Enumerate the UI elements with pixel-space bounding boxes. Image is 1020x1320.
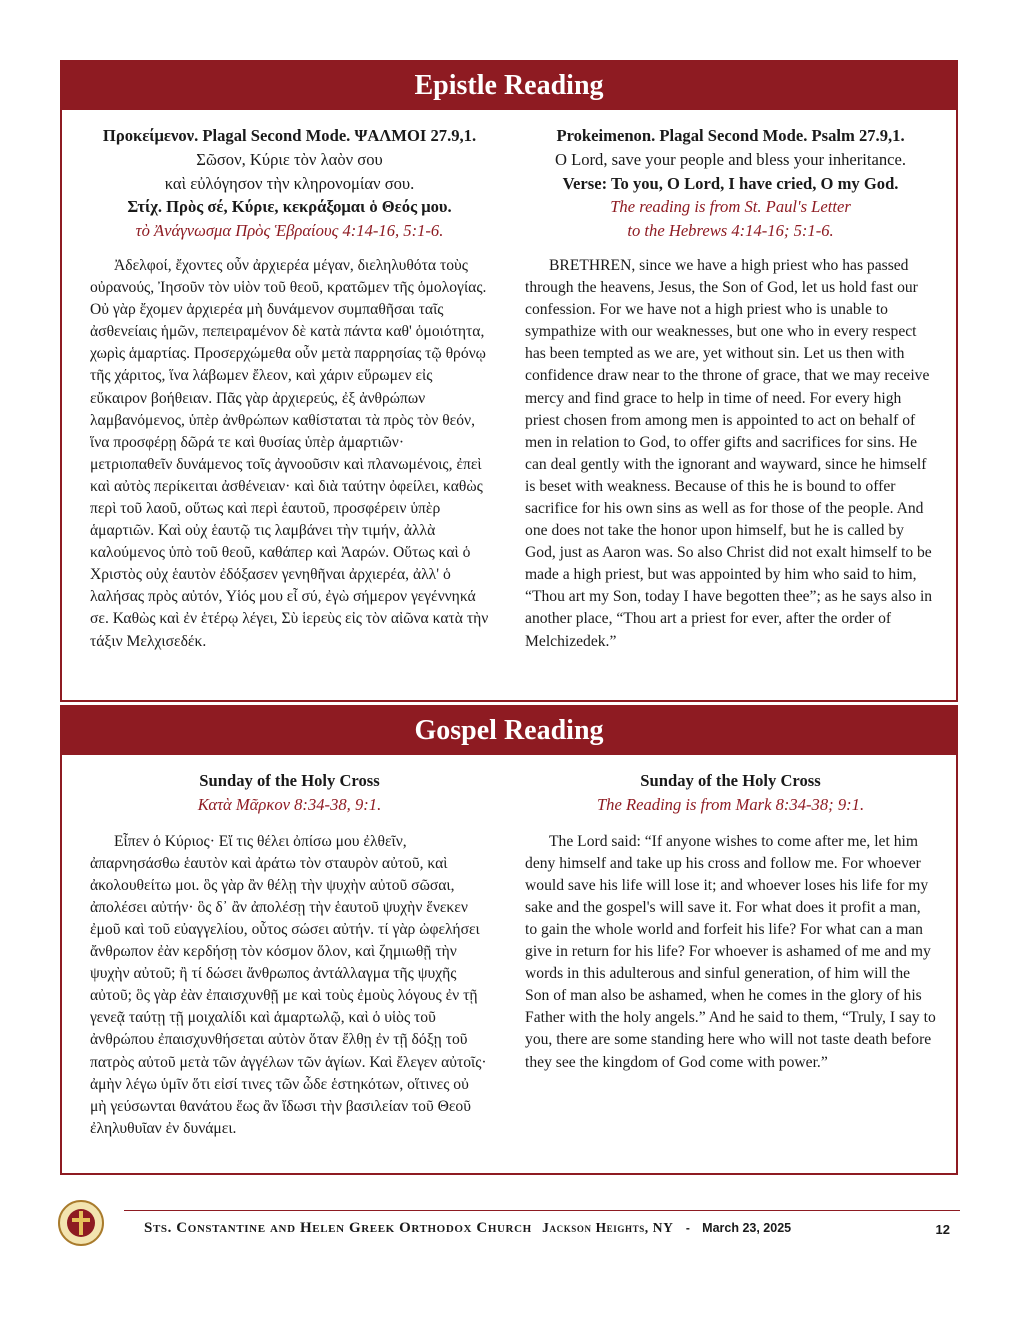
epistle-greek-text: Ἀδελφοί, ἔχοντες οὖν ἀρχιερέα μέγαν, διεληλυθότα τοὺς οὐρανούς, Ἰησοῦν τὸν υἱὸν τοῦ θεοῦ, κρατῶμεν τῆς ὁμολογίας. Οὐ γὰρ ἔχομεν ἀρχιερέα μὴ δυνάμενον συμπαθῆσαι ταῖς ἀσθενείαις ἡμῶν, πεπειραμένον δὲ κατὰ πάντα καθ' ὁμοιότητα, χωρὶς ἁμαρτίας. Προσερχώμεθα οὖν μετὰ παρρησίας τῷ θρόνῳ τῆς χάριτος, ἵνα λάβωμεν ἔλεον, καὶ χάριν εὕρωμεν εἰς εὔκαιρον βοήθειαν. Πᾶς γὰρ ἀρχιερεύς, ἐξ ἀνθρώπων λαμβανόμενος, ὑπὲρ ἀνθρώπων καθίσταται τὰ πρὸς τὸν θεόν, ἵνα προσφέρῃ δῶρά τε καὶ θυσίας ὑπὲρ ἁμαρτιῶν· μετριοπαθεῖν δυνάμενος τοῖς ἀγνοοῦσιν καὶ πλανωμένοις, ἐπεὶ καὶ αὐτὸς περίκειται ἀσθένειαν· καὶ διὰ ταύτην ὀφείλει, καθὼς περὶ τοῦ λαοῦ, οὕτως καὶ περὶ ἑαυτοῦ, προσφέρειν ὑπὲρ ἁμαρτιῶν. Καὶ οὐχ ἑαυτῷ τις λαμβάνει τὴν τιμήν, ἀλλὰ καλούμενος ὑπὸ τοῦ θεοῦ, καθάπερ καὶ Ἀαρών. Οὕτως καὶ ὁ Χριστὸς οὐχ ἑαυτὸν ἐδόξασεν γενηθῆναι ἀρχιερέα, ἀλλ' ὁ λαλήσας πρὸς αὐτόν, Υἱός μου εἶ σύ, ἐγὼ σήμερον γεγέννηκά σε. Καθὼς καὶ ἐν ἑτέρῳ λέγει, Σὺ ἱερεὺς εἰς τὸν αἰῶνα κατὰ τὴν τάξιν Μελχισεδέκ.: [90, 256, 489, 650]
greek-prokeimenon-line-2: καὶ εὐλόγησον τὴν κληρονομίαν σου.: [164, 173, 415, 193]
footer-church-line: [144, 1220, 791, 1237]
page-footer: [58, 1194, 960, 1268]
greek-gospel-reference: Κατὰ Μᾶρκον 8:34-38, 9:1.: [197, 794, 382, 814]
epistle-english-column: [509, 110, 956, 653]
footer-divider: [124, 1210, 960, 1211]
footer-location: Jackson Heights, NY: [542, 1220, 674, 1235]
english-gospel-heading: Sunday of the Holy Cross: [640, 771, 821, 790]
gospel-title: Gospel Reading: [62, 707, 956, 755]
english-prokeimenon: Prokeimenon. Plagal Second Mode. Psalm 27.9,1.: [556, 126, 905, 145]
epistle-title: Epistle Reading: [62, 62, 956, 110]
greek-reading-reference: τὸ Ἀνάγνωσμα Πρὸς Ἑβραίους 4:14-16, 5:1-6.: [135, 221, 444, 241]
gospel-section: [60, 705, 958, 1175]
gospel-greek-text: Εἶπεν ὁ Κύριος· Εἴ τις θέλει ὀπίσω μου ἐλθεῖν, ἀπαρνησάσθω ἑαυτὸν καὶ ἀράτω τὸν σταυρὸν αὐτοῦ, καὶ ἀκολουθείτω μοι. ὃς γὰρ ἂν θέλῃ τὴν ψυχὴν αὐτοῦ σῶσαι, ἀπολέσει αὐτήν· ὃς δ᾽ ἂν ἀπολέσῃ τὴν ἑαυτοῦ ψυχὴν ἕνεκεν ἐμοῦ καὶ τοῦ εὐαγγελίου, οὗτος σώσει αὐτήν. τί γὰρ ὠφελήσει ἄνθρωπον ἐὰν κερδήσῃ τὸν κόσμον ὅλον, καὶ ζημιωθῇ τὴν ψυχὴν αὐτοῦ; ἢ τί δώσει ἄνθρωπος ἀντάλλαγμα τῆς ψυχῆς αὐτοῦ; ὃς γὰρ ἐὰν ἐπαισχυνθῇ με καὶ τοὺς ἐμοὺς λόγους ἐν τῇ γενεᾷ ταύτῃ τῇ μοιχαλίδι καὶ ἁμαρτωλῷ, καὶ ὁ υἱὸς τοῦ ἀνθρώπου ἐπαισχυνθήσεται αὐτὸν ὅταν ἔλθῃ ἐν τῇ δόξῃ τοῦ πατρὸς αὐτοῦ μετὰ τῶν ἀγγέλων τῶν ἁγίων. Καὶ ἔλεγεν αὐτοῖς· ἀμὴν λέγω ὑμῖν ὅτι εἰσί τινες τῶν ὧδε ἑστηκότων, οἵτινες οὐ μὴ γεύσωνται θανάτου ἕως ἂν ἴδωσι τὴν βασιλείαν τοῦ Θεοῦ ἐληλυθυῖαν ἐν δυνάμει.: [90, 832, 487, 1137]
footer-church-name: Sts. Constantine and Helen Greek Orthodox Church: [144, 1220, 532, 1236]
epistle-english-heading: [525, 124, 936, 243]
greek-prokeimenon-line-1: Σῶσον, Κύριε τὸν λαὸν σου: [196, 149, 383, 169]
epistle-greek-heading: [90, 124, 489, 243]
footer-separator: -: [685, 1221, 690, 1235]
english-reading-reference-1: The reading is from St. Paul's Letter: [610, 197, 851, 217]
footer-date: March 23, 2025: [702, 1221, 792, 1235]
greek-verse: Στίχ. Πρὸς σέ, Κύριε, κεκράξομαι ὁ Θεός μου.: [127, 197, 452, 217]
english-reading-reference-2: to the Hebrews 4:14-16; 5:1-6.: [627, 221, 834, 241]
epistle-english-text: BRETHREN, since we have a high priest who has passed through the heavens, Jesus, the Son of God, let us hold fast our confession. For we have not a high priest who is unable to sympathize with our weaknesses, but one who in every respect has been tempted as we are, yet without sin. Let us then with confidence draw near to the throne of grace, that we may receive mercy and find grace to help in time of need. For every high priest chosen from among men is appointed to act on behalf of men in relation to God, to offer gifts and sacrifices for sins. He can deal gently with the ignorant and wayward, since he himself is beset with weakness. Because of this he is bound to offer sacrifice for his own sins as well as for those of the people. And one does not take the honor upon himself, but he is called by God, just as Aaron was. So also Christ did not exalt himself to be made a high priest, but was appointed by him who said to him, “Thou art my Son, today I have begotten thee”; as he says also in another place, “Thou art a priest for ever, after the order of Melchizedek.”: [525, 256, 933, 650]
english-gospel-reference: The Reading is from Mark 8:34-38; 9:1.: [596, 794, 865, 814]
page-number: 12: [935, 1222, 950, 1237]
greek-prokeimenon: Προκείμενον. Plagal Second Mode. ΨΑΛΜΟΙ 27.9,1.: [102, 126, 477, 145]
greek-gospel-heading: Sunday of the Holy Cross: [199, 771, 380, 790]
gospel-english-heading: [525, 769, 936, 817]
gospel-english-text: The Lord said: “If anyone wishes to come after me, let him deny himself and take up his cross and follow me. For whoever would save his life will lose it; and whoever loses his life for my sake and the gospel's will save it. For what does it profit a man, to gain the whole world and forfeit his life? For what can a man give in return for his life? For whoever is ashamed of me and my words in this adulterous and sinful generation, of him will the Son of man also be ashamed, when he comes in the glory of his Father with the holy angels.” And he said to them, “Truly, I say to you, there are some standing here who will not taste death before they see the kingdom of God come with power.”: [525, 832, 936, 1071]
english-prokeimenon-line: O Lord, save your people and bless your inheritance.: [554, 149, 907, 169]
gospel-english-column: [509, 755, 956, 1140]
epistle-greek-column: [62, 110, 509, 653]
english-verse: Verse: To you, O Lord, I have cried, O my God.: [562, 173, 899, 193]
gospel-greek-heading: [90, 769, 489, 817]
church-seal-icon: [58, 1200, 104, 1246]
gospel-greek-column: [62, 755, 509, 1140]
epistle-section: [60, 60, 958, 702]
